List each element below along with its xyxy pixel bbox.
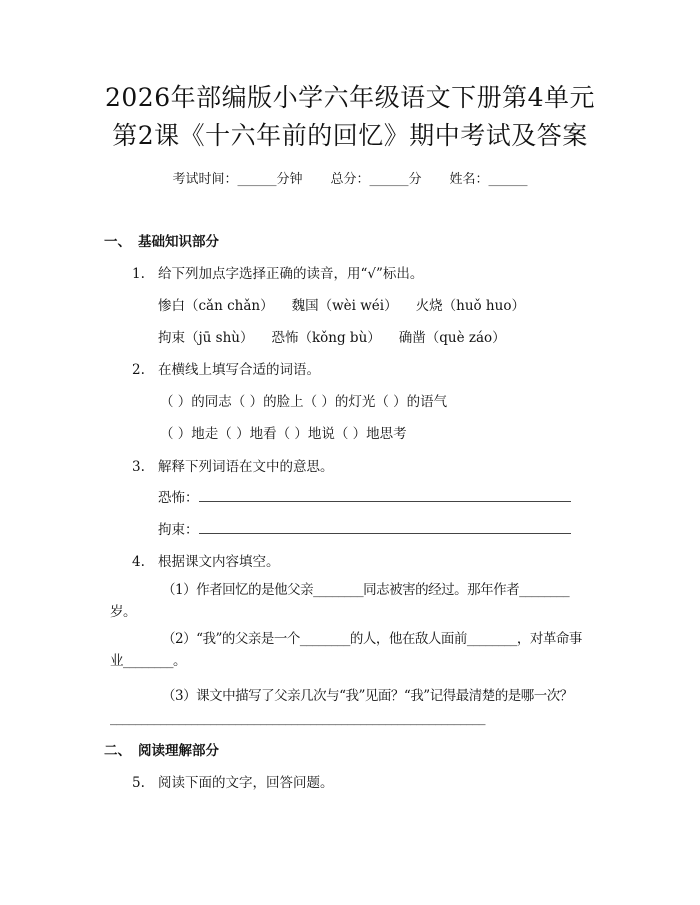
pinyin-choice: 拘束（jū shù） — [158, 330, 254, 346]
question-number: 2. — [132, 362, 145, 378]
answer-line[interactable] — [199, 519, 571, 534]
section-title: 阅读理解部分 — [138, 743, 219, 759]
term-label: 恐怖： — [158, 490, 199, 506]
title-line-2: 第2课《十六年前的回忆》期中考试及答案 — [112, 121, 588, 150]
q2-row-2 — [160, 422, 407, 442]
question-text: 在横线上填写合适的词语。 — [158, 362, 320, 378]
exam-time-label: 考试时间：______分钟 — [172, 172, 303, 187]
section-heading-2 — [104, 739, 219, 759]
fill-blank-phrase: （ ）的同志 — [160, 394, 232, 410]
pinyin-choice: 火烧（huǒ huo） — [415, 298, 525, 314]
q4-part-2: （2）“我”的父亲是一个________的人，他在敌人面前________，对革命事业________。 — [110, 631, 582, 669]
pinyin-choice: 恐怖（kǒng bù） — [271, 330, 381, 346]
section-number: 一、 — [104, 234, 131, 250]
q4-part-3: （3）课文中描写了父亲几次与“我”见面？“我”记得最清楚的是哪一次？____________________________________________________________ — [110, 688, 573, 726]
question-2 — [132, 358, 320, 378]
question-number: 1. — [132, 266, 145, 282]
question-3 — [132, 455, 334, 475]
q4-part-1: （1）作者回忆的是他父亲________同志被害的经过。那年作者________岁。 — [110, 582, 570, 620]
question-4 — [132, 550, 280, 570]
total-score-label: 总分：______分 — [330, 172, 422, 187]
q2-row-1 — [160, 390, 447, 410]
fill-blank-phrase: （ ）地走 — [160, 426, 219, 442]
question-text: 解释下列词语在文中的意思。 — [158, 459, 334, 475]
question-number: 3. — [132, 459, 145, 475]
fill-blank-phrase: （ ）的灯光 — [303, 394, 376, 410]
q1-row-2 — [158, 326, 506, 346]
pinyin-choice: 魏国（wèi wéi） — [291, 298, 398, 314]
question-text: 根据课文内容填空。 — [158, 554, 280, 570]
question-text: 阅读下面的文字，回答问题。 — [158, 775, 334, 791]
fill-blank-phrase: （ ）的语气 — [375, 394, 448, 410]
name-label: 姓名：______ — [449, 172, 528, 187]
answer-line[interactable] — [199, 487, 571, 502]
question-1 — [132, 262, 423, 282]
question-number: 4. — [132, 554, 145, 570]
section-number: 二、 — [104, 743, 131, 759]
fill-blank-phrase: （ ）的脸上 — [231, 394, 304, 410]
q3-term-2 — [158, 518, 571, 538]
question-5 — [132, 771, 334, 791]
pinyin-choice: 惨白（cǎn chǎn） — [158, 298, 274, 314]
pinyin-choice: 确凿（què záo） — [398, 330, 506, 346]
q1-row-1 — [158, 294, 525, 314]
fill-blank-phrase: （ ）地看 — [218, 426, 277, 442]
q3-term-1 — [158, 486, 571, 506]
term-label: 拘束： — [158, 522, 199, 538]
question-number: 5. — [132, 775, 145, 791]
title-line-1: 2026年部编版小学六年级语文下册第4单元 — [104, 83, 596, 112]
question-text: 给下列加点字选择正确的读音，用“√”标出。 — [158, 266, 424, 282]
fill-blank-phrase: （ ）地思考 — [334, 426, 407, 442]
exam-info — [0, 168, 700, 187]
fill-blank-phrase: （ ）地说 — [276, 426, 335, 442]
section-title: 基础知识部分 — [138, 234, 219, 250]
section-heading-1 — [104, 230, 219, 250]
